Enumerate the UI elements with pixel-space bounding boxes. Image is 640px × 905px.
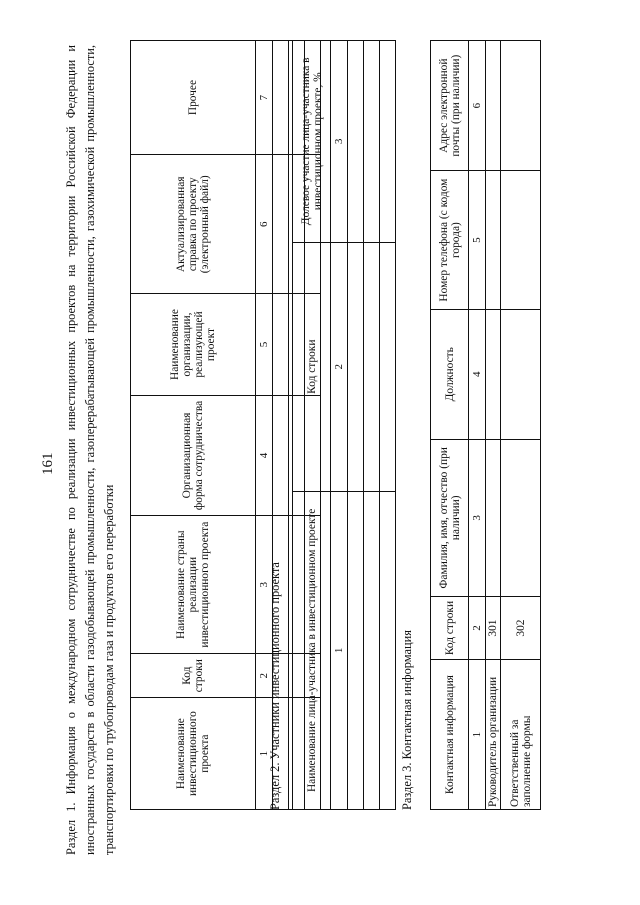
col-number: 1 — [469, 660, 486, 810]
empty-cell[interactable] — [364, 41, 380, 243]
empty-cell[interactable] — [273, 395, 289, 516]
col-header: Номер телефона (с кодом города) — [431, 171, 469, 310]
col-number: 5 — [256, 294, 273, 395]
empty-cell[interactable] — [273, 41, 289, 155]
col-header: Должность — [431, 309, 469, 439]
col-number: 3 — [256, 516, 273, 654]
col-header: Актуализированная справка по проекту (электронный файл) — [131, 155, 256, 294]
table-row — [380, 41, 396, 810]
empty-cell[interactable] — [501, 439, 541, 596]
row-code: 302 — [501, 596, 541, 659]
empty-cell[interactable] — [486, 309, 501, 439]
col-number: 4 — [256, 395, 273, 516]
col-header: Организационная форма сотрудничества — [131, 395, 256, 516]
empty-cell[interactable] — [348, 242, 364, 491]
col-header: Фамилия, имя, отчество (при наличии) — [431, 439, 469, 596]
table-header-row — [431, 41, 469, 810]
table-row — [348, 41, 364, 810]
table-row — [486, 41, 501, 810]
section1-title: Раздел 1. Информация о международном сотрудничестве по реализации инвестиционных проектов на территории Российской Федерации и иностранных государств в области газодобывающей промышленности, газоперерабатывающей промышленности, газохимической промышленности, транспортировки по трубопроводам газа и продуктов его переработки — [64, 45, 116, 855]
col-number: 3 — [469, 439, 486, 596]
table-header-row — [293, 41, 331, 810]
empty-cell[interactable] — [348, 41, 364, 243]
col-header: Наименование организации, реализующей проект — [131, 294, 256, 395]
col-number: 6 — [256, 155, 273, 294]
empty-cell[interactable] — [486, 171, 501, 310]
col-number: 1 — [256, 698, 273, 810]
row-code: 301 — [486, 596, 501, 659]
col-number: 1 — [331, 491, 348, 809]
empty-cell[interactable] — [380, 242, 396, 491]
empty-cell[interactable] — [364, 242, 380, 491]
page-number: 161 — [40, 452, 56, 475]
row-label: Ответственный за заполнение формы — [501, 660, 541, 810]
col-header: Наименование инвестиционного проекта — [131, 698, 256, 810]
row-label: Руководитель организации — [486, 660, 501, 810]
empty-cell[interactable] — [486, 439, 501, 596]
empty-cell[interactable] — [273, 294, 289, 395]
col-number: 6 — [469, 41, 486, 171]
column-number-row — [331, 41, 348, 810]
column-number-row — [469, 41, 486, 810]
col-number: 2 — [256, 654, 273, 698]
col-number: 4 — [469, 309, 486, 439]
col-header: Наименование лица-участника в инвестиционном проекте — [293, 491, 331, 809]
section2-table — [292, 40, 396, 810]
col-header: Код строки — [431, 596, 469, 659]
empty-cell[interactable] — [273, 155, 289, 294]
empty-cell[interactable] — [380, 491, 396, 809]
col-number: 3 — [331, 41, 348, 243]
empty-cell[interactable] — [501, 171, 541, 310]
col-header: Код строки — [131, 654, 256, 698]
empty-cell[interactable] — [501, 309, 541, 439]
empty-cell[interactable] — [348, 491, 364, 809]
table-row — [501, 41, 541, 810]
empty-cell[interactable] — [501, 41, 541, 171]
col-number: 2 — [331, 242, 348, 491]
col-number: 7 — [256, 41, 273, 155]
empty-cell[interactable] — [380, 41, 396, 243]
table-row — [364, 41, 380, 810]
section3-title: Раздел 3. Контактная информация — [400, 630, 414, 810]
col-header: Наименование страны реализации инвестиционного проекта — [131, 516, 256, 654]
empty-cell[interactable] — [486, 41, 501, 171]
col-number: 5 — [469, 171, 486, 310]
empty-cell[interactable] — [364, 491, 380, 809]
col-header: Долевое участие лица-участника в инвестиционном проекте, % — [293, 41, 331, 243]
section2-title: Раздел 2. Участники инвестиционного проекта — [268, 562, 282, 810]
table-header-row — [131, 41, 256, 810]
col-header: Адрес электронной почты (при наличии) — [431, 41, 469, 171]
col-number: 2 — [469, 596, 486, 659]
col-header: Код строки — [293, 242, 331, 491]
section3-table — [430, 40, 541, 810]
col-header: Прочее — [131, 41, 256, 155]
col-header: Контактная информация — [431, 660, 469, 810]
